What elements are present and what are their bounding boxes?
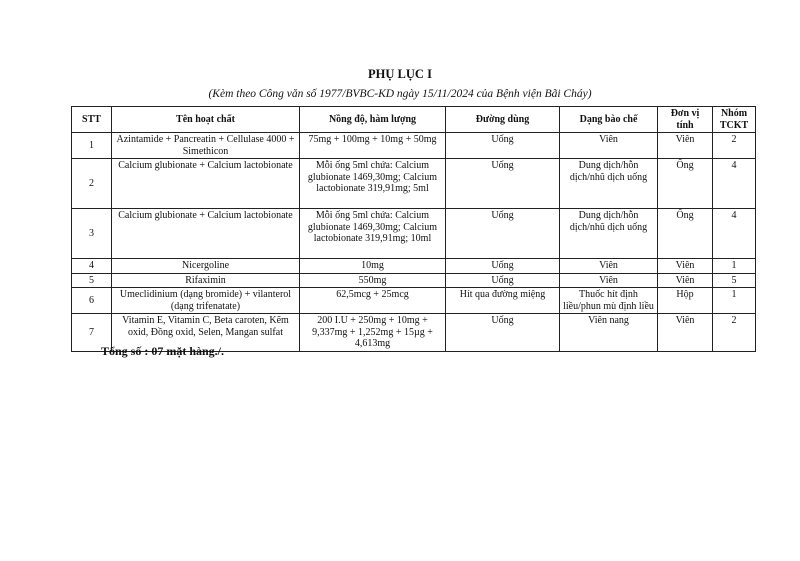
- cell-active-ingredient: Nicergoline: [112, 259, 300, 274]
- table-row: [72, 259, 756, 274]
- cell-strength: 550mg: [300, 273, 446, 288]
- cell-stt: 5: [72, 273, 112, 288]
- cell-group: 1: [713, 259, 756, 274]
- cell-dosage-form: Dung dịch/hỗn dịch/nhũ dịch uống: [560, 209, 658, 259]
- cell-route: Uống: [446, 159, 560, 209]
- cell-unit: Ống: [658, 209, 713, 259]
- cell-active-ingredient: Vitamin E, Vitamin C, Beta caroten, Kẽm oxid, Đồng oxid, Selen, Mangan sulfat: [112, 314, 300, 352]
- cell-unit: Hộp: [658, 288, 713, 314]
- header-stt: STT: [72, 107, 112, 133]
- cell-strength: 62,5mcg + 25mcg: [300, 288, 446, 314]
- cell-route: Uống: [446, 259, 560, 274]
- cell-unit: Viên: [658, 133, 713, 159]
- page-title: PHỤ LỤC I: [368, 67, 432, 81]
- cell-active-ingredient: Umeclidinium (dạng bromide) + vilanterol (dạng trifenatate): [112, 288, 300, 314]
- cell-route: Hít qua đường miệng: [446, 288, 560, 314]
- drug-table: [71, 106, 756, 352]
- cell-route: Uống: [446, 209, 560, 259]
- cell-unit: Viên: [658, 273, 713, 288]
- header-active-ingredient: Tên hoạt chất: [112, 107, 300, 133]
- cell-unit: Viên: [658, 259, 713, 274]
- cell-dosage-form: Viên: [560, 273, 658, 288]
- header-unit: Đơn vị tính: [658, 107, 713, 133]
- header-route: Đường dùng: [446, 107, 560, 133]
- table-row: [72, 133, 756, 159]
- cell-unit: Viên: [658, 314, 713, 352]
- cell-strength: 10mg: [300, 259, 446, 274]
- cell-unit: Ống: [658, 159, 713, 209]
- cell-stt: 4: [72, 259, 112, 274]
- cell-stt: 2: [72, 159, 112, 209]
- cell-active-ingredient: Rifaximin: [112, 273, 300, 288]
- cell-dosage-form: Viên: [560, 133, 658, 159]
- table-row: [72, 159, 756, 209]
- header-group: Nhóm TCKT: [713, 107, 756, 133]
- cell-stt: 3: [72, 209, 112, 259]
- table-row: [72, 288, 756, 314]
- cell-dosage-form: Dung dịch/hỗn dịch/nhũ dịch uống: [560, 159, 658, 209]
- cell-route: Uống: [446, 314, 560, 352]
- cell-strength: 75mg + 100mg + 10mg + 50mg: [300, 133, 446, 159]
- page-subtitle: (Kèm theo Công văn số 1977/BVBC-KD ngày 15/11/2024 của Bệnh viện Bãi Cháy): [208, 88, 592, 100]
- cell-dosage-form: Viên nang: [560, 314, 658, 352]
- cell-active-ingredient: Calcium glubionate + Calcium lactobionate: [112, 209, 300, 259]
- cell-dosage-form: Thuốc hít định liều/phun mù định liều: [560, 288, 658, 314]
- cell-active-ingredient: Calcium glubionate + Calcium lactobionate: [112, 159, 300, 209]
- cell-dosage-form: Viên: [560, 259, 658, 274]
- table-header-row: [72, 107, 756, 133]
- table-row: [72, 273, 756, 288]
- cell-group: 4: [713, 209, 756, 259]
- cell-strength: Mỗi ống 5ml chứa: Calcium glubionate 1469,30mg; Calcium lactobionate 319,91mg; 5ml: [300, 159, 446, 209]
- cell-group: 5: [713, 273, 756, 288]
- header-dosage-form: Dạng bào chế: [560, 107, 658, 133]
- total-count: Tổng số : 07 mặt hàng./.: [101, 344, 225, 358]
- table-row: [72, 209, 756, 259]
- cell-strength: Mỗi ống 5ml chứa: Calcium glubionate 1469,30mg; Calcium lactobionate 319,91mg; 10ml: [300, 209, 446, 259]
- cell-group: 4: [713, 159, 756, 209]
- cell-strength: 200 I.U + 250mg + 10mg + 9,337mg + 1,252mg + 15µg + 4,613mg: [300, 314, 446, 352]
- cell-stt: 6: [72, 288, 112, 314]
- cell-stt: 1: [72, 133, 112, 159]
- cell-active-ingredient: Azintamide + Pancreatin + Cellulase 4000 + Simethicon: [112, 133, 300, 159]
- cell-group: 2: [713, 314, 756, 352]
- header-strength: Nồng độ, hàm lượng: [300, 107, 446, 133]
- cell-group: 2: [713, 133, 756, 159]
- cell-route: Uống: [446, 273, 560, 288]
- cell-route: Uống: [446, 133, 560, 159]
- cell-stt: 7: [72, 314, 112, 352]
- cell-group: 1: [713, 288, 756, 314]
